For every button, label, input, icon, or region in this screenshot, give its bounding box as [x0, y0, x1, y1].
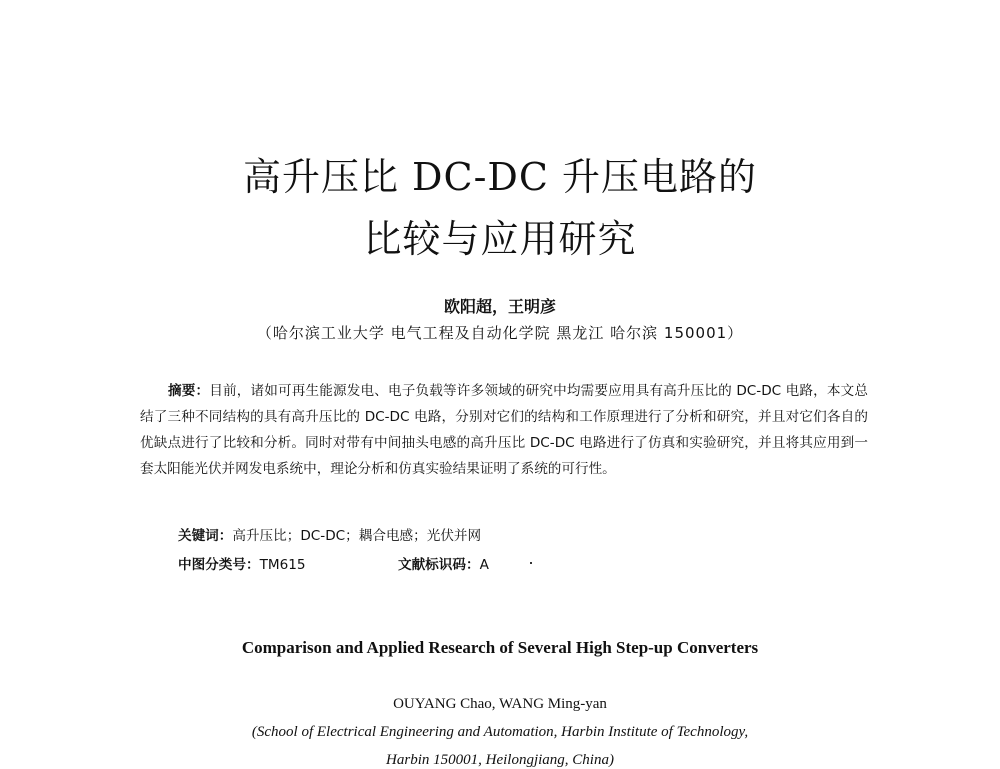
doc-code [398, 553, 489, 573]
abstract-label: 摘要： [168, 383, 210, 399]
authors-en: OUYANG Chao, WANG Ming-yan [393, 696, 607, 712]
affiliation-cn: （哈尔滨工业大学 电气工程及自动化学院 黑龙江 哈尔滨 150001） [256, 324, 744, 342]
authors-cn: 欧阳超，王明彦 [443, 297, 556, 316]
title-en: Comparison and Applied Research of Several High Step-up Converters [241, 638, 759, 657]
affiliation-en-line1: (School of Electrical Engineering and Automation, Harbin Institute of Technology, [251, 724, 749, 740]
abstract-text: 目前，诸如可再生能源发电、电子负载等许多领域的研究中均需要应用具有高升压比的 DC-DC 电路，本文总结了三种不同结构的具有高升压比的 DC-DC 电路，分别对它们的结构和工作原理进行了分析和研究，并且对它们各自的优缺点进行了比较和分析。同时对带有中间抽头电感的高升压比 DC-DC 电路进行了仿真和实验研究，并且将其应用到一套太阳能光伏并网发电系统中，理论分析和仿真实验结果证明了系统的可行性。 [140, 383, 869, 477]
clc-value: TM615 [259, 557, 306, 573]
keywords-text: 高升压比；DC-DC；耦合电感；光伏并网 [232, 528, 482, 544]
title-cn-line2: 比较与应用研究 [363, 217, 637, 261]
keywords-cn [178, 524, 481, 544]
doc-label: 文献标识码： [398, 557, 480, 573]
doc-value: A [479, 557, 489, 573]
classification-row [178, 553, 489, 573]
title-cn-line1: 高升压比 DC-DC 升压电路的 [242, 155, 758, 199]
keywords-label: 关键词： [178, 528, 233, 544]
abstract-cn [140, 378, 868, 482]
affiliation-en-line2: Harbin 150001, Heilongjiang, China) [386, 752, 614, 768]
stray-dot [530, 562, 532, 564]
clc-label: 中图分类号： [178, 557, 260, 573]
